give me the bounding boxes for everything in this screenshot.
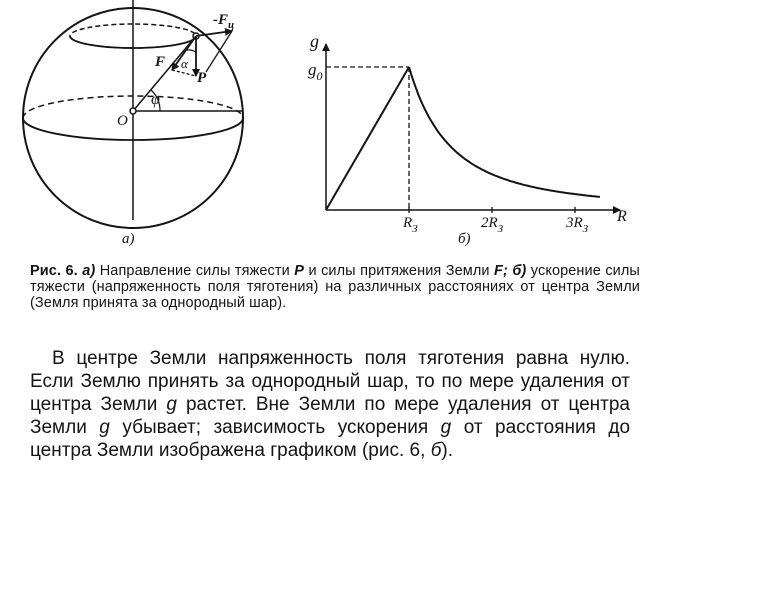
caption-part-b-text: ускорение силы тяжести (напряженность поля тяготения) на различных расстояниях от центра Земли (Земля принята за однородный шар). <box>30 263 640 311</box>
g-vs-r-chart <box>308 31 627 247</box>
alpha-arc <box>186 50 196 52</box>
caption-figure-number: Рис. 6. <box>30 263 78 279</box>
centrifugal-force-label: $-F_ц$ <box>213 12 235 31</box>
figure-ref-b: б <box>430 440 442 461</box>
caption-part-a-mark: а) <box>82 263 96 279</box>
panel-a-label: а) <box>122 231 135 247</box>
figure-caption <box>30 263 640 311</box>
chart-series <box>326 67 600 210</box>
body-text-2: растет. Вне Земли по мере удаления от центра Земли <box>30 394 631 438</box>
gravitation-force-label: F <box>155 54 166 70</box>
x-axis-label: R <box>617 208 627 225</box>
paragraph <box>30 347 630 462</box>
caption-symbol-f: F; <box>494 263 508 279</box>
caption-part-b-mark: б) <box>512 263 527 279</box>
body-text-1: В центре Земли напряженность поля тяготения равна нулю. Если Землю принять за однородный шар, то по мере удаления от центра Земли <box>30 348 630 415</box>
figure-6 <box>0 0 768 260</box>
phi-label: φ <box>151 91 160 108</box>
panel-b-label: б) <box>458 231 471 247</box>
symbol-g-1: g <box>166 394 177 415</box>
body-text-5: ). <box>441 440 453 461</box>
caption-mid-text: и силы притяжения Земли <box>308 263 490 279</box>
x-tick-label-3: $3R_З$ <box>566 215 589 235</box>
gravity-force-label: P <box>197 70 207 86</box>
center-point <box>130 108 136 114</box>
series-line-outside <box>409 67 600 197</box>
caption-symbol-p: P <box>294 263 305 279</box>
g0-label: $g_0$ <box>308 60 323 83</box>
symbol-g-2: g <box>99 417 110 438</box>
body-paragraph <box>30 347 630 462</box>
y-axis-label: g <box>310 31 319 51</box>
x-tick-label-2: $2R_З$ <box>481 215 504 235</box>
body-text-3: убывает; зависимость ускорения <box>122 417 429 438</box>
parallelogram-top <box>206 31 232 72</box>
sphere-diagram <box>23 0 243 228</box>
series-line-inside <box>326 67 409 210</box>
x-tick-label-1: $R_З$ <box>403 215 418 235</box>
alpha-label: α <box>181 56 188 71</box>
caption-part-a-text: Направление силы тяжести <box>99 263 290 279</box>
body-text-4: от расстояния до центра Земли изображена графиком (рис. 6, <box>30 417 631 461</box>
center-label: O <box>117 113 128 129</box>
symbol-g-3: g <box>440 417 452 438</box>
